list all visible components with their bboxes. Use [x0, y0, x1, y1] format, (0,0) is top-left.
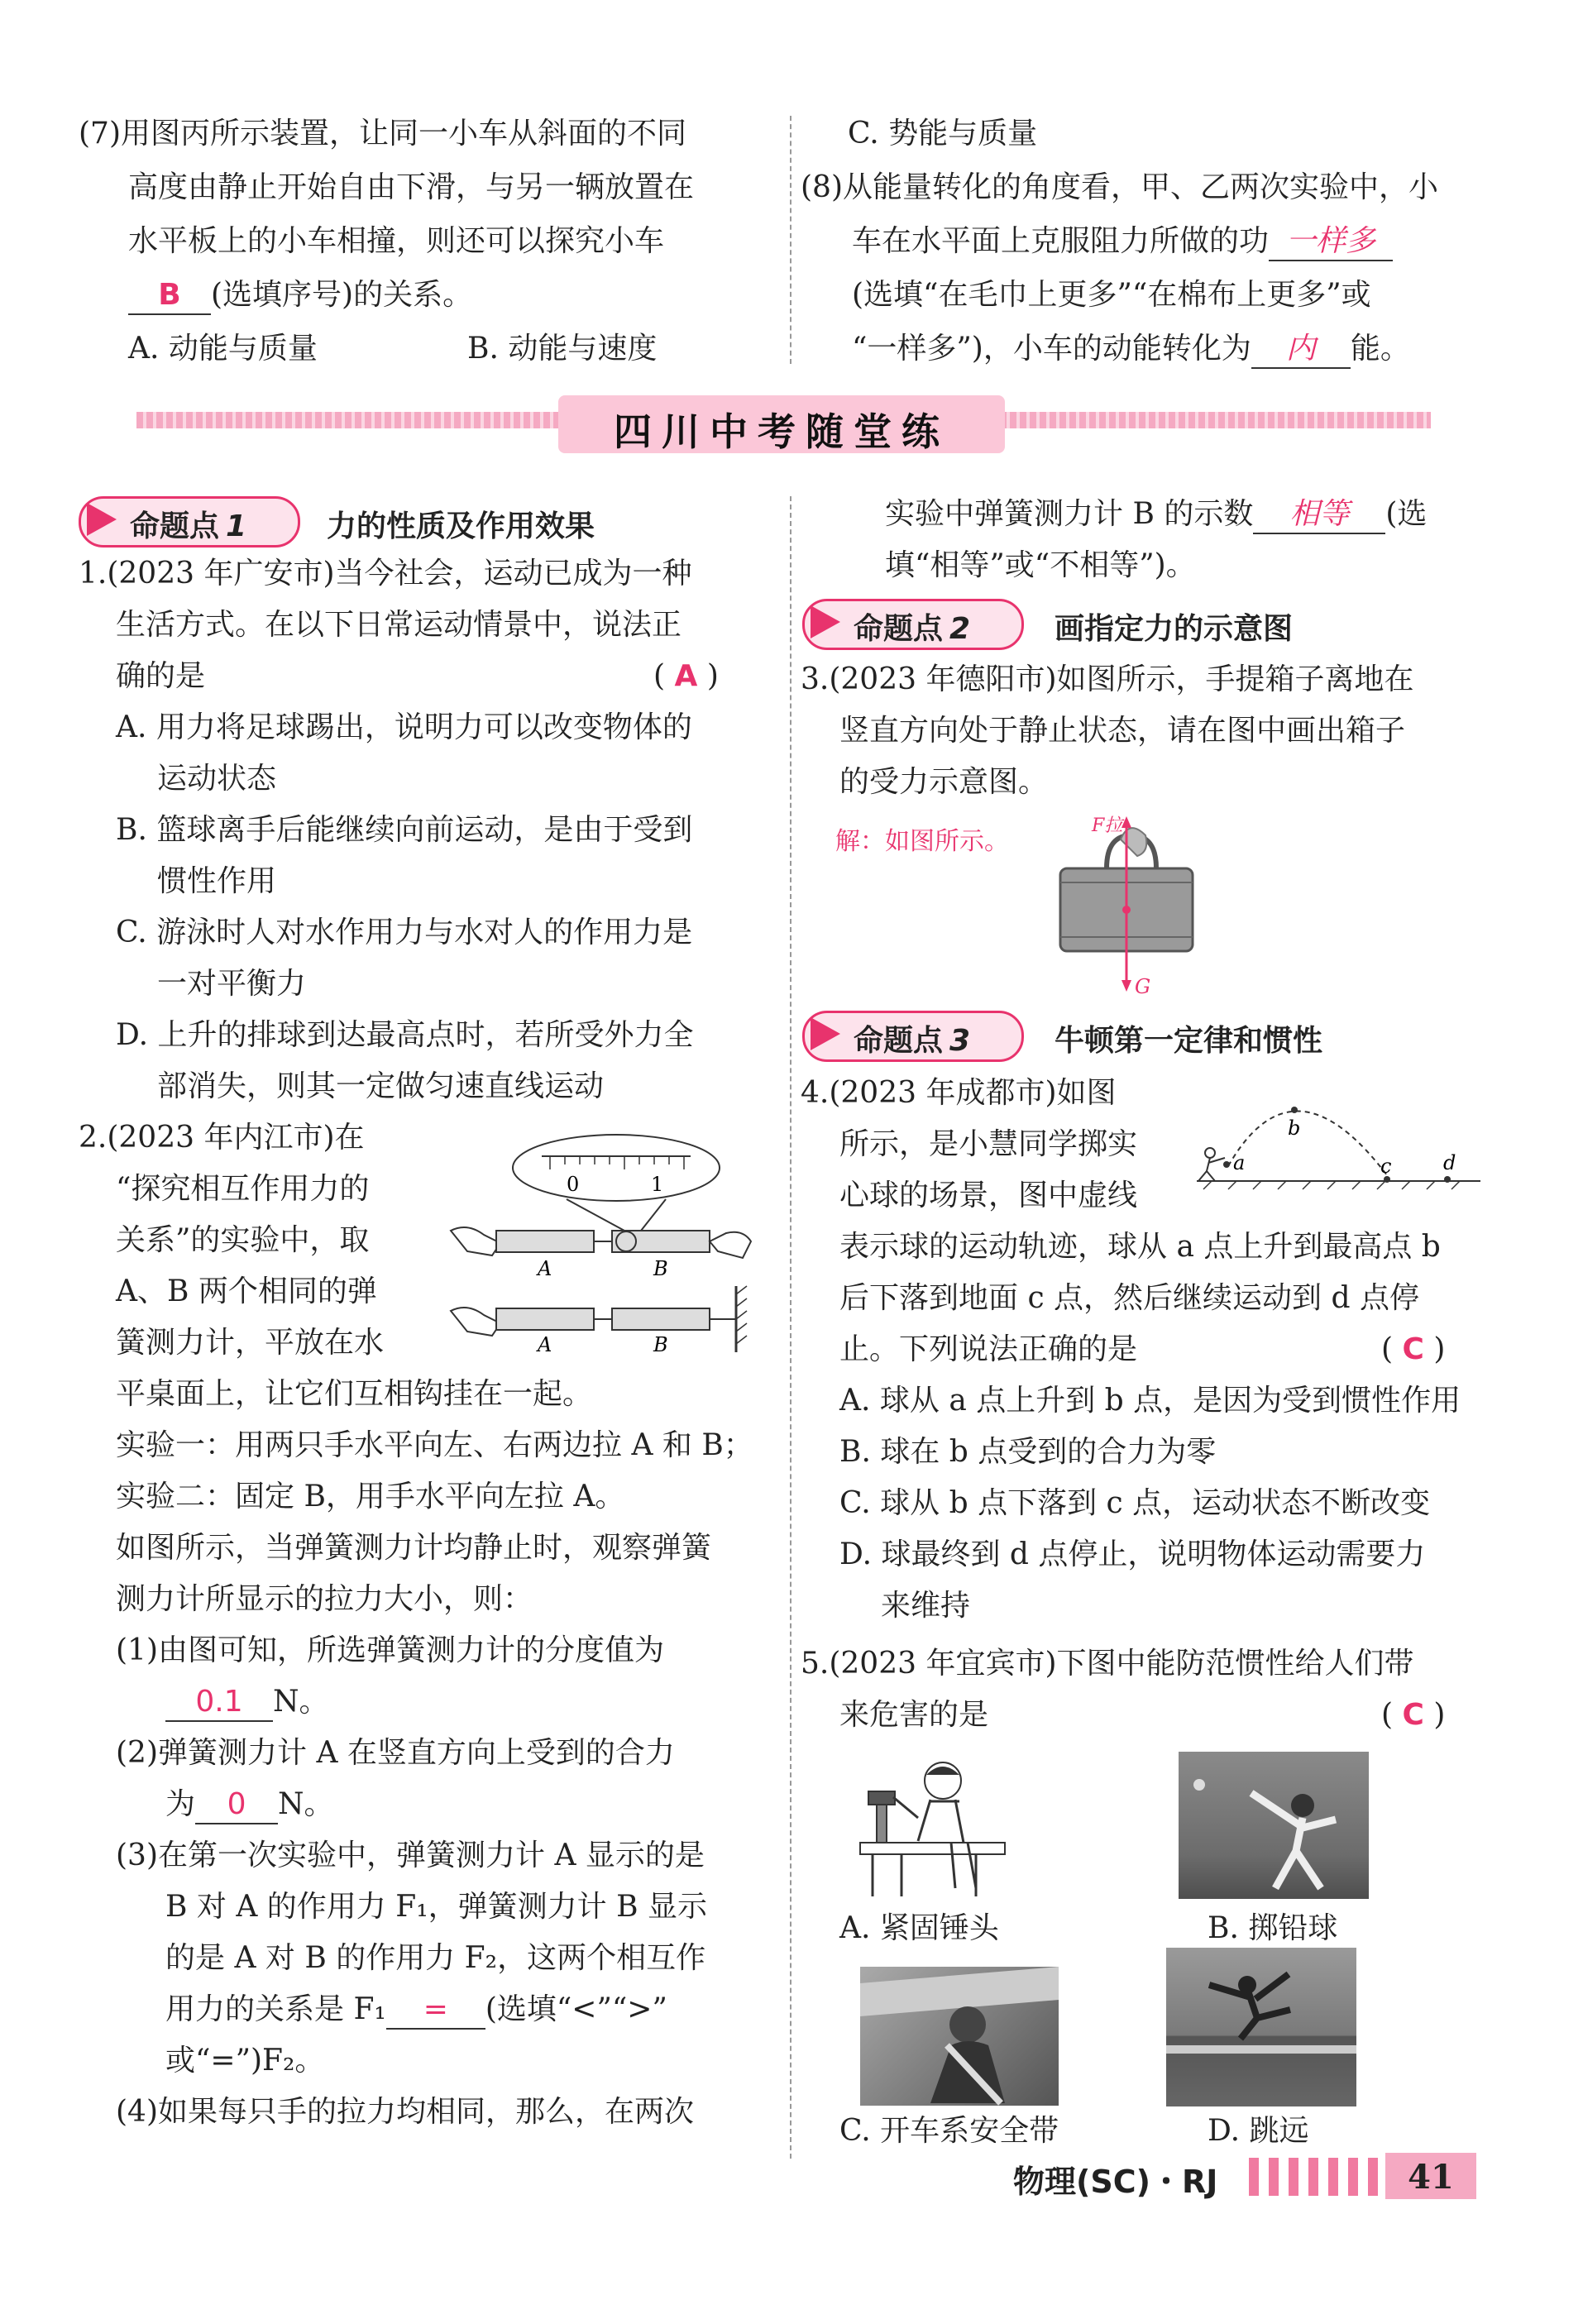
q2-line7: 实验一：用两只手水平向左、右两边拉 A 和 B；	[116, 1428, 753, 1462]
q5-answer-bracket: ( C )	[1381, 1698, 1446, 1732]
q7-line1: (7)用图丙所示装置，让同一小车从斜面的不同	[79, 117, 686, 151]
q2-sub1-answer-line	[165, 1684, 329, 1722]
q2-sub3-b: B 对 A 的作用力 F₁，弹簧测力计 B 显示	[165, 1890, 707, 1924]
q1-line2: 生活方式。在以下日常运动情景中，说法正	[116, 608, 682, 642]
q1-line3: 确的是	[116, 659, 206, 693]
page-footer	[1013, 2153, 1476, 2199]
q4-option-b: B. 球在 b 点受到的合力为零	[839, 1435, 1217, 1469]
topic-tag-label	[854, 605, 970, 648]
q7-line4	[128, 277, 472, 315]
topic-title: 牛顿第一定律和惯性	[1055, 1024, 1323, 1058]
q2-line6: 平桌面上，让它们互相钩挂在一起。	[116, 1377, 593, 1411]
q2-sub4-answer: 相等	[1253, 496, 1385, 534]
fig-label-b-top: B	[653, 1257, 668, 1280]
q1-option-d2: 部消失，则其一定做匀速直线运动	[157, 1069, 605, 1103]
q2-sub4-a: (4)如果每只手的拉力均相同，那么，在两次	[116, 2095, 694, 2129]
fig-label-a-top: A	[538, 1257, 552, 1280]
shotput-photo	[1179, 1752, 1369, 1899]
q2-sub4-b	[885, 496, 1427, 534]
footer-subject: 物理(SC)・RJ	[1013, 2164, 1218, 2200]
q4-option-a: A. 球从 a 点上升到 b 点，是因为受到惯性作用	[839, 1384, 1461, 1418]
q5-answer: C	[1402, 1698, 1424, 1732]
q7-line2: 高度由静止开始自由下滑，与另一辆放置在	[128, 170, 695, 204]
topic-label-text: 命题点	[854, 612, 944, 646]
column-divider-main	[790, 496, 792, 2159]
q8-line2	[852, 223, 1393, 261]
banner-box	[558, 395, 1005, 453]
point-c: c	[1380, 1155, 1392, 1178]
q1-answer: A	[674, 659, 698, 693]
q2-sub1: (1)由图可知，所选弹簧测力计的分度值为	[116, 1633, 664, 1667]
q5-line2: 来危害的是	[839, 1698, 989, 1732]
q2-line9: 如图所示，当弹簧测力计均静止时，观察弹簧	[116, 1531, 712, 1565]
q2-line3: 关系”的实验中，取	[116, 1223, 370, 1257]
long-jump-photo	[1166, 1948, 1356, 2106]
q1-option-a2: 运动状态	[157, 762, 277, 796]
q2-sub3-d	[165, 1992, 667, 2030]
fig-scale-1: 1	[651, 1173, 664, 1196]
q3-line2: 竖直方向处于静止状态，请在图中画出箱子	[839, 714, 1406, 748]
q4-answer: C	[1402, 1332, 1424, 1366]
q8-line4-text-a: “一样多”)，小车的动能转化为	[852, 332, 1251, 366]
q2-sub3-f: 或“=”)F₂。	[165, 2044, 325, 2078]
force-label-g: G	[1135, 975, 1151, 998]
q2-line2: “探究相互作用力的	[116, 1172, 370, 1206]
q8-line1: (8)从能量转化的角度看，甲、乙两次实验中，小	[801, 170, 1438, 204]
q4-line5: 后下落到地面 c 点，然后继续运动到 d 点停	[839, 1281, 1419, 1315]
q8-answer1: 一样多	[1269, 223, 1393, 261]
q8-line2-text: 车在水平面上克服阻力所做的功	[852, 224, 1270, 258]
q2-sub3-a: (3)在第一次实验中，弹簧测力计 A 显示的是	[116, 1839, 705, 1872]
q1-option-a1: A. 用力将足球踢出，说明力可以改变物体的	[116, 710, 692, 744]
q2-line5: 簧测力计，平放在水	[116, 1326, 385, 1360]
point-b: b	[1288, 1117, 1301, 1140]
q8-line4-text-b: 能。	[1350, 332, 1410, 366]
play-icon	[87, 503, 117, 536]
q4-line2: 所示，是小慧同学掷实	[839, 1127, 1138, 1161]
topic-label-text: 命题点	[130, 509, 220, 543]
q7-option-b: B. 动能与速度	[467, 332, 658, 366]
q8-line4	[852, 331, 1410, 369]
fig-scale-0: 0	[567, 1173, 580, 1196]
q2-sub4-c: (选	[1385, 497, 1428, 531]
topic-tag-label	[854, 1017, 970, 1059]
topic-title: 画指定力的示意图	[1055, 612, 1294, 646]
q5-option-b: B. 掷铅球	[1208, 1911, 1338, 1945]
spring-scale-figure	[434, 1133, 757, 1365]
q2-sub2-answer-line	[165, 1786, 334, 1824]
q5-option-c: C. 开车系安全带	[839, 2114, 1059, 2148]
topic-number: 1	[226, 509, 247, 543]
q5-option-a: A. 紧固锤头	[839, 1911, 999, 1945]
q2-sub2: (2)弹簧测力计 A 在竖直方向上受到的合力	[116, 1736, 675, 1770]
hammer-illustration	[852, 1752, 1009, 1901]
page-number: 41	[1408, 2158, 1454, 2197]
page-number-box	[1385, 2153, 1476, 2199]
footer-checker-pattern	[1249, 2158, 1385, 2196]
q2-line4: A、B 两个相同的弹	[116, 1274, 377, 1308]
force-label-f: F拉	[1092, 815, 1123, 836]
q3-line3: 的受力示意图。	[839, 765, 1049, 799]
q5-line1: 5.(2023 年宜宾市)下图中能防范惯性给人们带	[801, 1647, 1414, 1681]
q7-line3: 水平板上的小车相撞，则还可以探究小车	[128, 224, 665, 258]
q2-sub1-answer: 0.1	[165, 1684, 273, 1722]
topic-tag-label	[130, 503, 246, 545]
q1-option-c2: 一对平衡力	[157, 967, 307, 1001]
play-icon	[811, 605, 840, 638]
q4-option-d1: D. 球最终到 d 点停止，说明物体运动需要力	[839, 1537, 1426, 1571]
q5-option-d: D. 跳远	[1208, 2114, 1309, 2148]
q2-sub3-d-text: 用力的关系是 F₁	[165, 1992, 386, 2026]
q2-sub1-unit: N。	[273, 1685, 329, 1719]
q3-line1: 3.(2023 年德阳市)如图所示，手提箱子离地在	[801, 662, 1414, 696]
point-a: a	[1233, 1151, 1246, 1174]
q4-option-c: C. 球从 b 点下落到 c 点，运动状态不断改变	[839, 1486, 1431, 1520]
topic-label-text: 命题点	[854, 1024, 944, 1058]
q2-sub2-unit: N。	[278, 1787, 334, 1821]
shotput-trajectory-figure	[1187, 1083, 1485, 1207]
q2-line8: 实验二：固定 B，用手水平向左拉 A。	[116, 1480, 625, 1513]
q2-sub4-d: 填“相等”或“不相等”)。	[885, 548, 1196, 582]
q4-line6: 止。下列说法正确的是	[839, 1332, 1138, 1366]
q1-option-d1: D. 上升的排球到达最高点时，若所受外力全	[116, 1018, 694, 1052]
q4-answer-bracket: ( C )	[1381, 1332, 1446, 1366]
q4-option-d2: 来维持	[881, 1589, 971, 1623]
q2-sub4-b-text: 实验中弹簧测力计 B 的示数	[885, 497, 1254, 531]
topic-number: 2	[949, 612, 971, 646]
q2-sub2-answer: 0	[195, 1786, 278, 1824]
q7-option-c: C. 势能与质量	[848, 117, 1038, 151]
q1-option-c1: C. 游泳时人对水作用力与水对人的作用力是	[116, 916, 693, 949]
banner-title: 四川中考随堂练	[614, 409, 949, 454]
suitcase-figure	[1050, 815, 1208, 1005]
section-banner	[136, 395, 1431, 453]
fig-label-b-bottom: B	[653, 1333, 668, 1356]
q2-line1: 2.(2023 年内江市)在	[79, 1121, 365, 1155]
q2-sub3-e: (选填“<”“>”	[485, 1992, 667, 2026]
q2-sub3-c: 的是 A 对 B 的作用力 F₂，这两个相互作	[165, 1941, 706, 1975]
q7-line4-text: (选填序号)的关系。	[211, 278, 473, 312]
seatbelt-photo	[860, 1967, 1059, 2106]
q3-solution: 解：如图所示。	[835, 827, 1009, 856]
q7-option-a: A. 动能与质量	[128, 332, 318, 366]
q1-option-b1: B. 篮球离手后能继续向前运动，是由于受到	[116, 813, 693, 847]
q1-option-b2: 惯性作用	[157, 864, 277, 898]
q4-line3: 心球的场景，图中虚线	[839, 1179, 1138, 1212]
q7-answer: B	[128, 277, 211, 315]
q2-sub2-prefix: 为	[165, 1787, 196, 1821]
point-d: d	[1443, 1151, 1456, 1174]
topic-title: 力的性质及作用效果	[327, 509, 595, 543]
column-divider-top	[790, 116, 792, 364]
q2-sub3-answer: =	[386, 1992, 485, 2030]
q2-line10: 测力计所显示的拉力大小，则：	[116, 1582, 533, 1616]
fig-label-a-bottom: A	[538, 1333, 552, 1356]
q1-line1: 1.(2023 年广安市)当今社会，运动已成为一种	[79, 557, 692, 591]
q1-answer-bracket: ( A )	[653, 659, 719, 693]
q8-line3: (选填“在毛巾上更多”“在棉布上更多”或	[852, 278, 1371, 312]
play-icon	[811, 1017, 840, 1050]
q4-line4: 表示球的运动轨迹，球从 a 点上升到最高点 b	[839, 1230, 1441, 1264]
topic-number: 3	[949, 1024, 971, 1058]
q8-answer2: 内	[1251, 331, 1351, 369]
q4-line1: 4.(2023 年成都市)如图	[801, 1076, 1117, 1110]
